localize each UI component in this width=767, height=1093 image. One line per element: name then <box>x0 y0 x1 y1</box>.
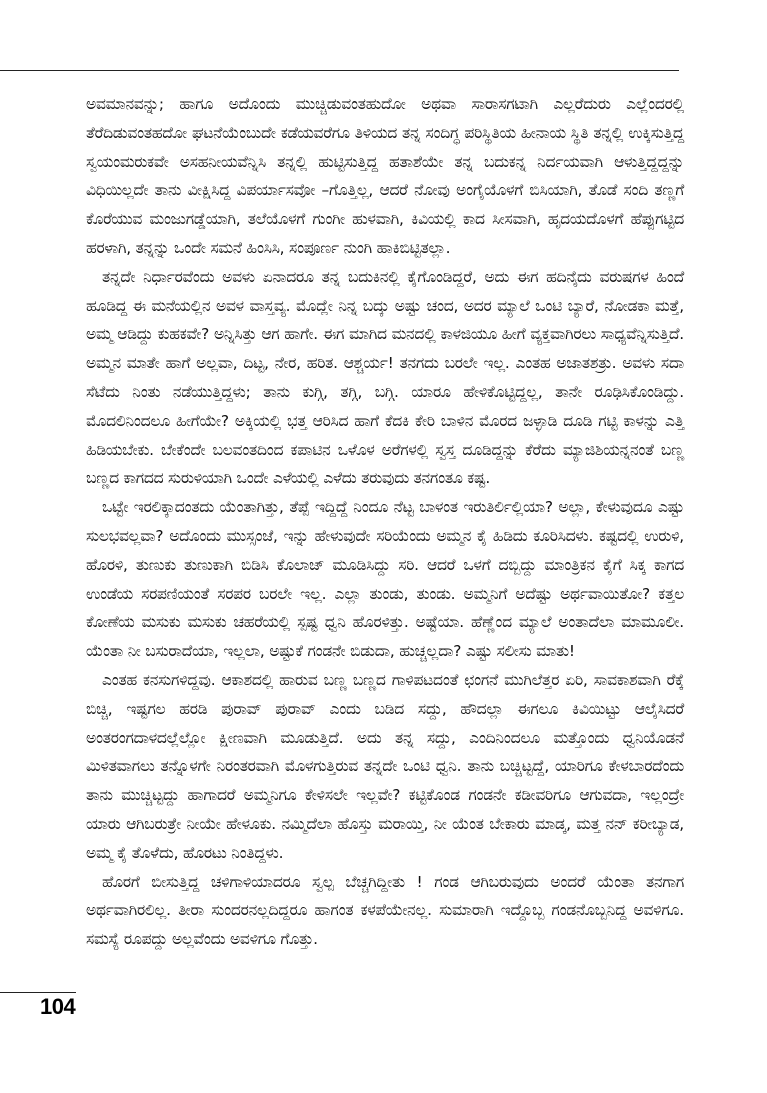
header-rule <box>0 70 679 71</box>
paragraph-2: ತನ್ನದೇ ನಿರ್ಧಾರವೆಂದು ಅವಳು ಏನಾದರೂ ತನ್ನ ಬದುಕಿನಲ್ಲಿ ಕೈಗೊಂಡಿದ್ದರೆ, ಅದು ಈಗ ಹದಿನೈದು ವರುಷಗಳ ಹಿಂದೆ ಹೂಡಿದ್ದ ಈ ಮನೆಯಲ್ಲಿನ ಅವಳ ವಾಸ್ತವ್ಯ. ಮೊದ್ಲೇ ನಿನ್ನ ಬದ್ಕು ಅಷ್ಟು ಚಂದ, ಅದರ ಮ್ಯಾಲೆ ಒಂಟಿ ಬ್ಯಾರೆ, ನೋಡಕಾ ಮತ್ತೆ, ಅಮ್ಮ ಆಡಿದ್ದು ಕುಹಕವೇ? ಅನ್ನಿಸಿತ್ತು ಆಗ ಹಾಗೇ. ಈಗ ಮಾಗಿದ ಮನದಲ್ಲಿ ಕಾಳಜಿಯೂ ಹೀಗೆ ವ್ಯಕ್ತವಾಗಿರಲು ಸಾಧ್ಯವೆನ್ನಿಸುತ್ತಿದೆ. ಅಮ್ಮನ ಮಾತೇ ಹಾಗೆ ಅಲ್ಲವಾ, ದಿಟ್ಟ, ನೇರ, ಹರಿತ. ಆಶ್ಚರ್ಯ! ತನಗದು ಬರಲೇ ಇಲ್ಲ. ಎಂತಹ ಅಜಾತಶತ್ರು. ಅವಳು ಸದಾ ಸೆಟೆದು ನಿಂತು ನಡೆಯುತ್ತಿದ್ದಳು; ತಾನು ಕುಗ್ಗಿ, ತಗ್ಗಿ, ಬಗ್ಗಿ. ಯಾರೂ ಹೇಳಿಕೊಟ್ಟಿದ್ದಲ್ಲ, ತಾನೇ ರೂಢಿಸಿಕೊಂಡಿದ್ದು. ಮೊದಲಿನಿಂದಲೂ ಹೀಗೆಯೇ? ಅಕ್ಕಿಯಲ್ಲಿ ಭತ್ತ ಆರಿಸಿದ ಹಾಗೆ ಕೆದಕಿ ಕೇರಿ ಬಾಳಿನ ಮೊರದ ಜಳ್ಳಾಡಿ ದೂಡಿ ಗಟ್ಟಿ ಕಾಳನ್ನು ಎತ್ತಿ ಹಿಡಿಯಬೇಕು. ಬೇಕೆಂದೇ ಬಲವಂತದಿಂದ ಕಪಾಟಿನ ಒಳೊಳ ಅರೆಗಳಲ್ಲಿ ಸ್ವಸ್ತ ದೂಡಿದ್ದನ್ನು ಕೆರೆದು ಮ್ಯಾಜಿಶಿಯನ್ನನಂತೆ ಬಣ್ಣ ಬಣ್ಣದ ಕಾಗದದ ಸುರುಳಿಯಾಗಿ ಒಂದೇ ಎಳೆಯಲ್ಲಿ ಎಳೆದು ತರುವುದು ತನಗಂತೂ ಕಷ್ಟ. <box>86 267 684 488</box>
footer-rule <box>0 992 76 993</box>
page-number: 104 <box>40 994 76 1019</box>
paragraph-1: ಅವಮಾನವನ್ನು; ಹಾಗೂ ಅದೊಂದು ಮುಚ್ಚಿಡುವಂತಹುದೋ ಅಥವಾ ಸಾರಾಸಗಟಾಗಿ ಎಲ್ಲರೆದುರು ಎಲ್ಲೆಂದರಲ್ಲಿ ತೆರೆದಿಡುವಂತಹದೋ ಘಟನೆಯೆಂಬುದೇ ಕಡೆಯವರೆಗೂ ತಿಳಿಯದ ತನ್ನ ಸಂದಿಗ್ಧ ಪರಿಸ್ಥಿತಿಯ ಹೀನಾಯ ಸ್ಥಿತಿ ತನ್ನಲ್ಲಿ ಉಕ್ಕಿಸುತ್ತಿದ್ದ ಸ್ವಯಂಮರುಕವೇ ಅಸಹನೀಯವೆನ್ನಿಸಿ ತನ್ನಲ್ಲಿ ಹುಟ್ಟಿಸುತ್ತಿದ್ದ ಹತಾಶೆಯೇ ತನ್ನ ಬದುಕನ್ನ ನಿರ್ದಯವಾಗಿ ಆಳುತ್ತಿದ್ದದ್ದನ್ನು ವಿಧಿಯಿಲ್ಲದೇ ತಾನು ವೀಕ್ಷಿಸಿದ್ದ ವಿಪರ್ಯಾಸವೋ –ಗೊತ್ತಿಲ್ಲ, ಆದರೆ ನೋವು ಅಂಗೈಯೊಳಗೆ ಬಿಸಿಯಾಗಿ, ತೊಡೆ ಸಂದಿ ತಣ್ಣಗೆ ಕೊರೆಯುವ ಮಂಜುಗಡ್ಡೆಯಾಗಿ, ತಲೆಯೊಳಗೆ ಗುಂಗೀ ಹುಳವಾಗಿ, ಕಿವಿಯಲ್ಲಿ ಕಾದ ಸೀಸವಾಗಿ, ಹೃದಯದೊಳಗೆ ಹೆಪ್ಪುಗಟ್ಟಿದ ಹರಳಾಗಿ, ತನ್ನನ್ನು ಒಂದೇ ಸಮನೆ ಹಿಂಸಿಸಿ, ಸಂಪೂರ್ಣ ನುಂಗಿ ಹಾಕಿಬಿಟ್ಟಿತಲ್ಲಾ. <box>86 95 684 257</box>
paragraph-3: ಒಟ್ಟೇ ಇರಲಿಕ್ಕಾದಂತದು ಯೆಂತಾಗಿತ್ತು, ತೆಪ್ಪೆ ಇದ್ದಿದ್ದೆ ನಿಂದೂ ನೆಟ್ಟ ಬಾಳಂತ ಇರುತಿರ್ಲಿಲ್ಲಿಯಾ? ಅಲ್ಲಾ, ಕೇಳುವುದೂ ಎಷ್ಟು ಸುಲಭವಲ್ಲವಾ? ಅದೊಂದು ಮುಸ್ಸಂಜೆ, ಇನ್ನು ಹೇಳುವುದೇ ಸರಿಯೆಂದು ಅಮ್ಮನ ಕೈ ಹಿಡಿದು ಕೂರಿಸಿದಳು. ಕಷ್ಟದಲ್ಲಿ ಉರುಳಿ, ಹೊರಳಿ, ತುಣುಕು ತುಣುಕಾಗಿ ಬಿಡಿಸಿ ಕೊಲಾಜ್ ಮೂಡಿಸಿದ್ದು ಸರಿ. ಆದರೆ ಒಳಗೆ ದಬ್ಬಿದ್ದು ಮಾಂತ್ರಿಕನ ಕೈಗೆ ಸಿಕ್ಕ ಕಾಗದ ಉಂಡೆಯ ಸರಪಣಿಯಂತೆ ಸರಪರ ಬರಲೇ ಇಲ್ಲ. ಎಲ್ಲಾ ತುಂಡು, ತುಂಡು. ಅಮ್ಮನಿಗೆ ಅದೆಷ್ಟು ಅರ್ಥವಾಯಿತೋ? ಕತ್ತಲ ಕೋಣೆಯ ಮಸುಕು ಮಸುಕು ಚಹರೆಯಲ್ಲಿ ಸ್ಪಷ್ಟ ಧ್ವನಿ ಹೊರಳಿತ್ತು. ಅಷ್ಟೆಯಾ. ಹೆಣ್ಣೆಂದ ಮ್ಯಾಲೆ ಅಂತಾದೆಲಾ ಮಾಮೂಲೀ. ಯೆಂತಾ ನೀ ಬಸುರಾದೆಯಾ, ಇಲ್ಲಲಾ, ಅಷ್ಟುಕೆ ಗಂಡನೇ ಬಿಡುದಾ, ಹುಚ್ಚಲ್ಲದಾ? ಎಷ್ಟು ಸಲೀಸು ಮಾತು! <box>86 498 684 661</box>
page-body <box>86 90 684 954</box>
paragraph-4: ಎಂತಹ ಕನಸುಗಳಿದ್ದವು. ಆಕಾಶದಲ್ಲಿ ಹಾರುವ ಬಣ್ಣ ಬಣ್ಣದ ಗಾಳಿಪಟದಂತೆ ಛಂಗನೆ ಮುಗಿಲೆತ್ತರ ಏರಿ, ಸಾವಕಾಶವಾಗಿ ರೆಕ್ಕೆ ಬಿಚ್ಚಿ, ಇಷ್ಟಗಲ ಹರಡಿ ಪುರಾವ್ ಪುರಾವ್ ಎಂದು ಬಡಿದ ಸದ್ದು, ಹೌದಲ್ಲಾ ಈಗಲೂ ಕಿವಿಯಿಟ್ಟು ಆಲೈಸಿದರೆ ಅಂತರಂಗದಾಳದಲ್ಲೆಲ್ಲೋ ಕ್ಷೀಣವಾಗಿ ಮೂಡುತ್ತಿದೆ. ಅದು ತನ್ನ ಸದ್ದು, ಎಂದಿನಿಂದಲೂ ಮತ್ತೊಂದು ಧ್ವನಿಯೊಡನೆ ಮಿಳಿತವಾಗಲು ತನ್ನೊಳಗೇ ನಿರಂತರವಾಗಿ ಮೊಳಗುತ್ತಿರುವ ತನ್ನದೇ ಒಂಟಿ ಧ್ವನಿ. ತಾನು ಬಚ್ಚಿಟ್ಟದ್ದೆ, ಯಾರಿಗೂ ಕೇಳಬಾರದೆಂದು ತಾನು ಮುಚ್ಚಿಟ್ಟದ್ದು ಹಾಗಾದರೆ ಅಮ್ಮನಿಗೂ ಕೇಳಿಸಲೇ ಇಲ್ಲವೇ? ಕಟ್ಟಿಕೊಂಡ ಗಂಡನೇ ಕಡೀವರಿಗೂ ಆಗುವದಾ, ಇಲ್ಲಂದ್ರೇ ಯಾರು ಆಗಿಬರುತ್ರೇ ನೀಯೇ ಹೇಳೂಕು. ನಮ್ಮಿದೆಲಾ ಹೊಸ್ತು ಮರಾಯ್ತಿ, ನೀ ಯೆಂತ ಬೇಕಾರು ಮಾಡ್ಕ, ಮತ್ತ ನನ್ ಕರೀಬ್ಯಾಡ, ಅಮ್ಮ ಕೈ ತೊಳೆದು, ಹೊರಟು ನಿಂತಿದ್ದಳು. <box>86 670 684 862</box>
paragraph-5: ಹೊರಗೆ ಬೀಸುತ್ತಿದ್ದ ಚಳಿಗಾಳಿಯಾದರೂ ಸ್ವಲ್ಪ ಬೆಚ್ಚಗಿದ್ದೀತು ! ಗಂಡ ಆಗಿಬರುವುದು ಅಂದರೆ ಯೆಂತಾ ತನಗಾಗ ಅರ್ಥವಾಗಿರಲಿಲ್ಲ. ತೀರಾ ಸುಂದರನಲ್ಲದಿದ್ದರೂ ಹಾಗಂತ ಕಳಪೆಯೇನಲ್ಲ. ಸುಮಾರಾಗಿ ಇದ್ದೊಬ್ಬ ಗಂಡನೊಬ್ಬನಿದ್ದ ಅವಳಿಗೂ. ಸಮಸ್ಯೆ ರೂಪದ್ದು ಅಲ್ಲವೆಂದು ಅವಳಿಗೂ ಗೊತ್ತು. <box>86 872 684 949</box>
